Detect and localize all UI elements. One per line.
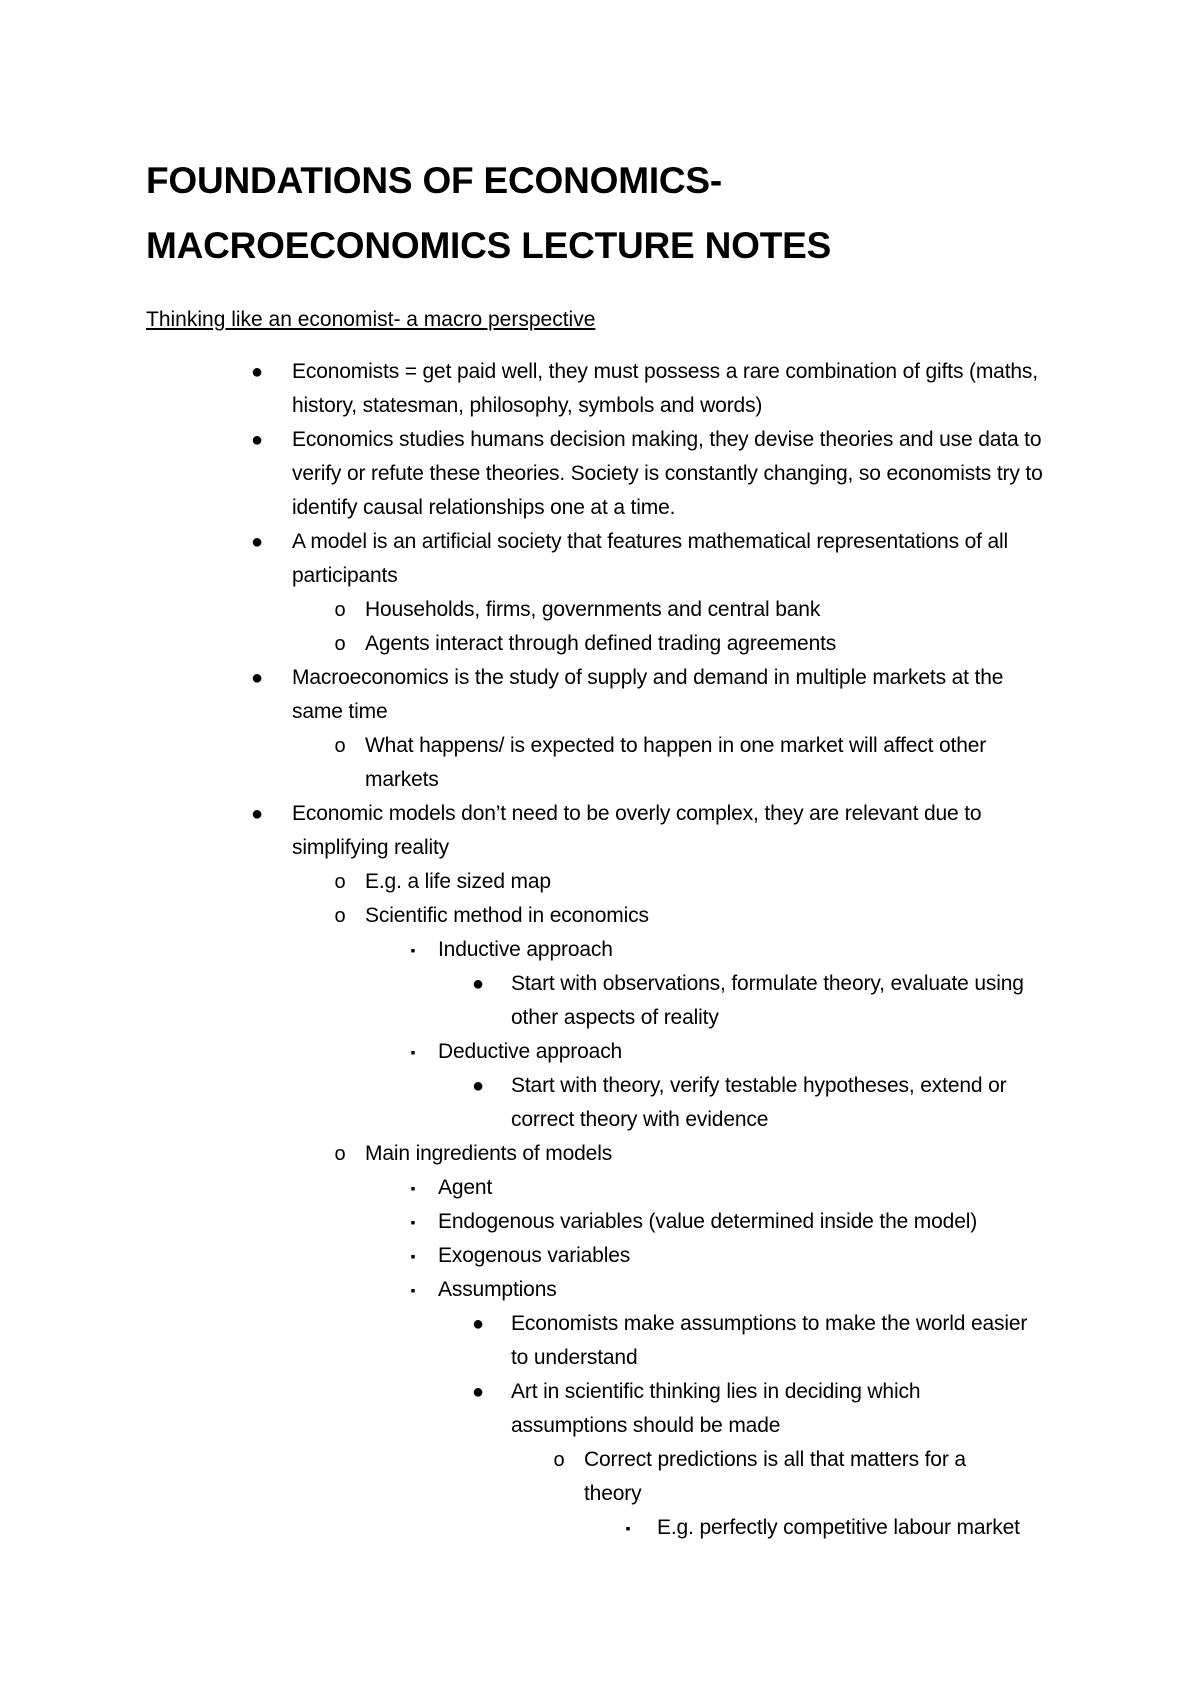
- list-item-text: Main ingredients of models: [365, 1142, 613, 1165]
- section-heading: Thinking like an economist- a macro perspective: [146, 308, 596, 331]
- list-item: [0, 661, 1052, 729]
- bullet-square-icon: ▪: [625, 1520, 631, 1536]
- bullet-disc-icon: ●: [251, 429, 263, 451]
- list-item: [0, 899, 1055, 933]
- list-item-text: What happens/ is expected to happen in one market will affect other markets: [365, 734, 987, 791]
- list-item: [0, 1205, 1058, 1239]
- list-item: [0, 627, 1055, 661]
- bullet-square-icon: ▪: [410, 942, 416, 958]
- list-item: [0, 593, 1055, 627]
- list-item: [0, 1511, 1077, 1545]
- list-item: [0, 525, 1052, 593]
- list-item: [0, 1069, 1031, 1137]
- list-item-text: Art in scientific thinking lies in deciding which assumptions should be made: [511, 1380, 921, 1437]
- bullet-disc-icon: ●: [251, 803, 263, 825]
- bullet-circle-icon: o: [334, 599, 346, 621]
- list-item-text: Economists = get paid well, they must possess a rare combination of gifts (maths, history, statesman, philosophy, symbols and words): [292, 360, 1038, 417]
- list-item: [0, 933, 1058, 967]
- bullet-square-icon: ▪: [410, 1282, 416, 1298]
- list-item-text: Endogenous variables (value determined inside the model): [438, 1210, 978, 1233]
- list-item: [0, 1307, 1031, 1375]
- bullet-disc-icon: ●: [472, 1313, 484, 1335]
- list-item-text: Assumptions: [438, 1278, 557, 1301]
- list-item-text: Start with theory, verify testable hypotheses, extend or correct theory with evidence: [511, 1074, 1007, 1131]
- list-item: [0, 797, 1052, 865]
- list-item: [0, 1239, 1058, 1273]
- bullet-circle-icon: o: [334, 735, 346, 757]
- list-item: [0, 865, 1055, 899]
- list-item: [0, 1035, 1058, 1069]
- bullet-circle-icon: o: [334, 633, 346, 655]
- bullet-disc-icon: ●: [251, 531, 263, 553]
- list-item-text: E.g. perfectly competitive labour market: [657, 1516, 1020, 1539]
- page-title: [146, 148, 1106, 278]
- list-item: [0, 1137, 1055, 1171]
- list-item: [0, 423, 1052, 525]
- bullet-disc-icon: ●: [251, 361, 263, 383]
- list-item-text: Inductive approach: [438, 938, 613, 961]
- list-item: [0, 967, 1031, 1035]
- list-item-text: E.g. a life sized map: [365, 870, 551, 893]
- list-item: [0, 1171, 1058, 1205]
- list-item: [0, 1273, 1058, 1307]
- bullet-disc-icon: ●: [251, 667, 263, 689]
- bullet-square-icon: ▪: [410, 1180, 416, 1196]
- bullet-square-icon: ▪: [410, 1214, 416, 1230]
- list-item-text: Agent: [438, 1176, 493, 1199]
- list-item: [0, 1443, 1024, 1511]
- bullet-circle-icon: o: [334, 871, 346, 893]
- list-item-text: Deductive approach: [438, 1040, 623, 1063]
- bullet-disc-icon: ●: [472, 1075, 484, 1097]
- list-item-text: Exogenous variables: [438, 1244, 631, 1267]
- bullet-circle-icon: o: [334, 1143, 346, 1165]
- list-item-text: Agents interact through defined trading agreements: [365, 632, 837, 655]
- list-item-text: A model is an artificial society that features mathematical representations of all participants: [292, 530, 1009, 587]
- bullet-disc-icon: ●: [472, 973, 484, 995]
- list-item-text: Correct predictions is all that matters for a theory: [584, 1448, 966, 1505]
- list-item-text: Start with observations, formulate theory, evaluate using other aspects of reality: [511, 972, 1024, 1029]
- list-item: [0, 1375, 1031, 1443]
- list-item-text: Households, firms, governments and central bank: [365, 598, 821, 621]
- title-line-1: FOUNDATIONS OF ECONOMICS-: [146, 160, 723, 201]
- list-item: [0, 729, 1055, 797]
- list-item-text: Economics studies humans decision making, they devise theories and use data to verify or refute these theories. Society is constantly changing, so economists try to identify causal relationships one at a time.: [292, 428, 1043, 519]
- title-line-2: MACROECONOMICS LECTURE NOTES: [146, 225, 832, 266]
- list-item-text: Economic models don’t need to be overly complex, they are relevant due to simplifying reality: [292, 802, 982, 859]
- bullet-square-icon: ▪: [410, 1044, 416, 1060]
- bullet-disc-icon: ●: [472, 1381, 484, 1403]
- notes-list: [0, 355, 1200, 1545]
- bullet-circle-icon: o: [553, 1449, 565, 1471]
- list-item-text: Macroeconomics is the study of supply and demand in multiple markets at the same time: [292, 666, 1004, 723]
- list-item: [0, 355, 1052, 423]
- bullet-square-icon: ▪: [410, 1248, 416, 1264]
- bullet-circle-icon: o: [334, 905, 346, 927]
- list-item-text: Scientific method in economics: [365, 904, 649, 927]
- list-item-text: Economists make assumptions to make the world easier to understand: [511, 1312, 1028, 1369]
